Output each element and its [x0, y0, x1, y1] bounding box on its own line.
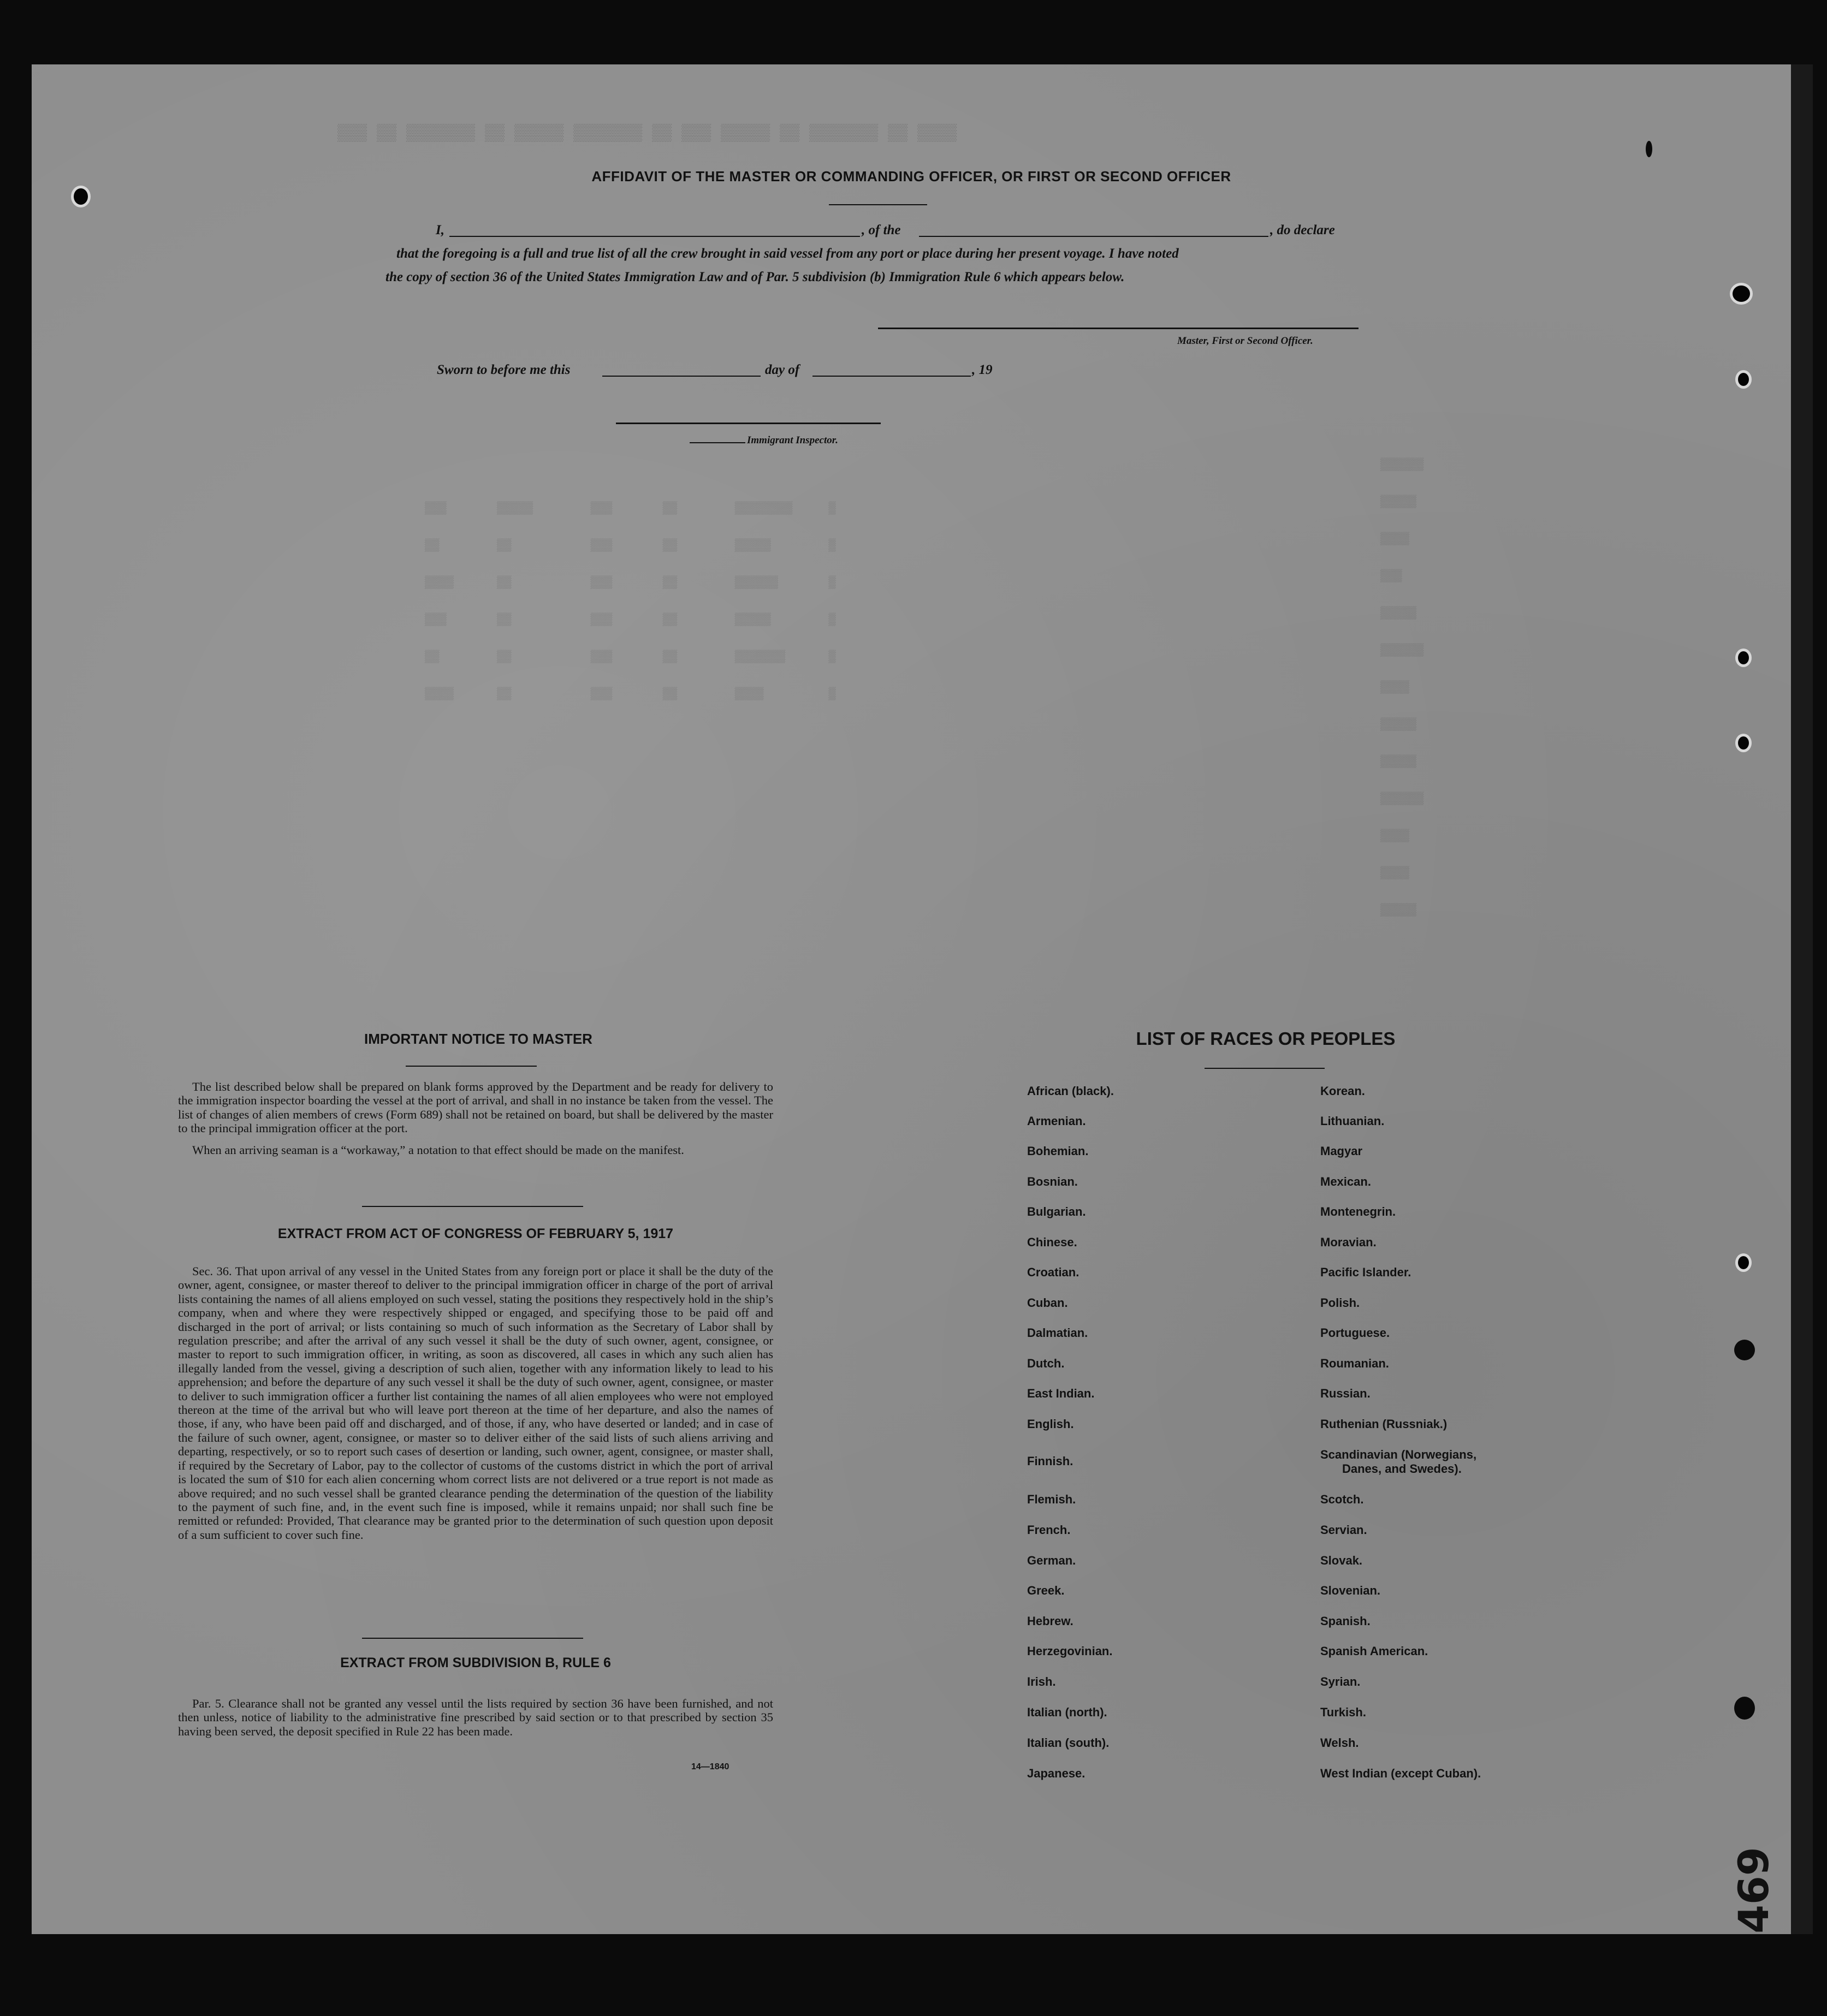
- race-item: Montenegrin.: [1320, 1205, 1396, 1218]
- binder-hole: [1735, 1253, 1752, 1272]
- race-item: Croatian.: [1027, 1265, 1079, 1279]
- race-item: East Indian.: [1027, 1387, 1095, 1400]
- race-item-continued: Danes, and Swedes).: [1342, 1462, 1462, 1476]
- race-item: Hebrew.: [1027, 1614, 1073, 1628]
- race-item: Dutch.: [1027, 1357, 1065, 1370]
- race-item: German.: [1027, 1554, 1076, 1567]
- race-item: Lithuanian.: [1320, 1114, 1385, 1128]
- day-blank-line: [602, 376, 761, 377]
- month-blank-line: [812, 376, 971, 377]
- race-item: Scotch.: [1320, 1492, 1364, 1506]
- affidavit-title: AFFIDAVIT OF THE MASTER OR COMMANDING OFFICER, OR FIRST OR SECOND OFFICER: [591, 168, 1231, 185]
- title-divider: [829, 204, 927, 205]
- extract1-title: EXTRACT FROM ACT OF CONGRESS OF FEBRUARY 5, 1917: [277, 1226, 674, 1241]
- extract2-title: EXTRACT FROM SUBDIVISION B, RULE 6: [340, 1655, 611, 1670]
- bleed-through-text: ▒▒▒ ▒▒ ▒▒▒▒▒▒▒ ▒▒ ▒▒▒▒▒ ▒▒▒▒▒▒▒ ▒▒ ▒▒▒ ▒▒▒▒▒ ▒▒ ▒▒▒▒▒▒▒ ▒▒ ▒▒▒▒: [337, 124, 957, 143]
- declaration-i: I,: [436, 223, 444, 237]
- race-item: Cuban.: [1027, 1296, 1068, 1310]
- race-item: Russian.: [1320, 1387, 1371, 1400]
- race-item: Ruthenian (Russniak.): [1320, 1417, 1448, 1431]
- extract2-body: Par. 5. Clearance shall not be granted any vessel until the lists required by section 36 have been furnished, and not then unless, notice of liability to the administrative fine prescribed by said section or to that prescribed by section 35 having been served, the deposit specified in Rule 22 has been made.: [178, 1697, 773, 1738]
- extract1-body: Sec. 36. That upon arrival of any vessel in the United States from any foreign port or place it shall be the duty of the owner, agent, consignee, or master thereof to deliver to the principal immigration officer in charge of the port of arrival lists containing the names of all aliens employed on such vessel, stating the positions they respectively hold in the ship’s company, when and where they were respectively shipped or engaged, and specifying those to be paid off and discharged in the port of arrival; or lists containing so much of such information as the Secretary of Labor shall by regulation prescribe; and after the arrival of any such vessel it shall be the duty of such owner, agent, consignee, or master to report to such immigration officer, in writing, as soon as discovered, all cases in which any such alien has illegally landed from the vessel, giving a description of such alien, together with any information likely to lead to his apprehension; and before the departure of any such vessel it shall be the duty of such owner, agent, consignee, or master to deliver to such immigration officer a further list containing the names of all alien employees who were not employed thereon at the time of the arrival but who will leave port thereon at the time of her departure, and also the names of those, if any, who have been paid off and discharged, and of those, if any, who have deserted or landed; and in case of the failure of such owner, agent, consignee, or master so to deliver either of the said lists of such aliens arriving and departing, respectively, or so to report such cases of desertion or landing, such owner, agent, consignee, or master shall, if required by the Secretary of Labor, pay to the collector of customs of the customs district in which the port of arrival is located the sum of $10 for each alien concerning whom correct lists are not delivered or a true report is not made as above required; and no such vessel shall be granted clearance pending the determination of the question of the liability to the payment of such fine, and, in the event such fine is imposed, while it remains unpaid; nor shall such fine be remitted or refunded: Provided, That clearance may be granted prior to the determination of such question upon deposit of a sum sufficient to cover such fine.: [178, 1264, 773, 1542]
- race-item: Welsh.: [1320, 1736, 1359, 1750]
- race-item: African (black).: [1027, 1084, 1114, 1098]
- race-item: Armenian.: [1027, 1114, 1086, 1128]
- race-item: Flemish.: [1027, 1492, 1076, 1506]
- notice-body: [178, 1080, 773, 1157]
- race-item: Pacific Islander.: [1320, 1265, 1411, 1279]
- race-item: Bulgarian.: [1027, 1205, 1086, 1218]
- document-page: [32, 64, 1791, 1934]
- race-item: Korean.: [1320, 1084, 1365, 1098]
- binder-hole: [1735, 734, 1752, 752]
- race-item: Irish.: [1027, 1675, 1056, 1688]
- declaration-of-the: , of the: [862, 223, 901, 237]
- binder-hole: [1734, 1340, 1755, 1360]
- races-title: LIST OF RACES OR PEOPLES: [1136, 1028, 1396, 1049]
- race-item: Slovenian.: [1320, 1584, 1381, 1597]
- race-item: English.: [1027, 1417, 1074, 1431]
- race-item: French.: [1027, 1523, 1071, 1537]
- notice-paragraph-1: The list described below shall be prepared on blank forms approved by the Department and be ready for delivery to the immigration inspector boarding the vessel at the port of arrival, and shall in no instance be taken from the vessel. The list of changes of alien members of crews (Form 689) shall not be retained on board, but shall be delivered by the master to the principal immigration officer at the port.: [178, 1080, 773, 1135]
- binder-mark: [1646, 141, 1652, 157]
- race-item: Slovak.: [1320, 1554, 1363, 1567]
- page-edge: [1791, 64, 1813, 1934]
- signature-line: [878, 328, 1359, 329]
- race-item: Roumanian.: [1320, 1357, 1389, 1370]
- race-item: Italian (north).: [1027, 1705, 1107, 1719]
- race-item: Turkish.: [1320, 1705, 1366, 1719]
- declaration-line-3: the copy of section 36 of the United States Immigration Law and of Par. 5 subdivision (b) Immigration Rule 6 which appears below.: [385, 270, 1125, 284]
- form-number: 14—1840: [691, 1762, 729, 1771]
- races-divider: [1205, 1068, 1325, 1069]
- race-item: Herzegovinian.: [1027, 1644, 1113, 1658]
- extract1-divider: [362, 1206, 583, 1207]
- binder-hole: [71, 186, 91, 207]
- race-item: Greek.: [1027, 1584, 1065, 1597]
- race-item: West Indian (except Cuban).: [1320, 1767, 1481, 1780]
- extract2-body-container: [178, 1697, 773, 1738]
- sworn-before-me: Sworn to before me this: [437, 362, 571, 377]
- inspector-signature-line: [616, 423, 881, 424]
- page-number-stamp: 469: [1729, 1847, 1778, 1934]
- race-item: Dalmatian.: [1027, 1326, 1088, 1340]
- signature-label: Master, First or Second Officer.: [1177, 335, 1313, 347]
- declaration-do-declare: , do declare: [1270, 223, 1335, 237]
- race-item: Magyar: [1320, 1144, 1363, 1158]
- notice-divider: [406, 1066, 537, 1067]
- race-item: Finnish.: [1027, 1454, 1073, 1468]
- race-item: Scandinavian (Norwegians,: [1320, 1448, 1477, 1461]
- race-item: Mexican.: [1320, 1175, 1371, 1188]
- race-item: Syrian.: [1320, 1675, 1361, 1688]
- binder-hole: [1735, 649, 1752, 667]
- inspector-label: Immigrant Inspector.: [747, 435, 838, 446]
- binder-hole: [1735, 370, 1752, 389]
- race-item: Spanish American.: [1320, 1644, 1428, 1658]
- race-item: Portuguese.: [1320, 1326, 1390, 1340]
- notice-title: IMPORTANT NOTICE TO MASTER: [364, 1031, 592, 1047]
- bleed-through-column: ▒▒▒▒▒▒ ▒▒▒▒▒ ▒▒▒▒ ▒▒▒ ▒▒▒▒▒ ▒▒▒▒▒▒ ▒▒▒▒ ▒▒▒▒▒ ▒▒▒▒▒ ▒▒▒▒▒▒ ▒▒▒▒ ▒▒▒▒ ▒▒▒▒▒: [1380, 458, 1424, 917]
- declaration-line-2: that the foregoing is a full and true list of all the crew brought in said vessel from any port or place during her present voyage. I have noted: [396, 246, 1179, 261]
- vessel-blank-line: [919, 236, 1268, 237]
- name-blank-line: [449, 236, 860, 237]
- race-item: Servian.: [1320, 1523, 1367, 1537]
- race-item: Bosnian.: [1027, 1175, 1078, 1188]
- race-item: Bohemian.: [1027, 1144, 1089, 1158]
- race-item: Moravian.: [1320, 1235, 1377, 1249]
- bleed-through-table: ▒▒▒ ▒▒▒▒▒ ▒▒▒ ▒▒ ▒▒▒▒▒▒▒▒ ▒ ▒▒ ▒▒ ▒▒▒ ▒▒ ▒▒▒▒▒ ▒ ▒▒▒▒ ▒▒ ▒▒▒ ▒▒ ▒▒▒▒▒▒ ▒ ▒▒▒ ▒▒ ▒▒▒ ▒▒ ▒▒▒▒▒ ▒ ▒▒ ▒▒ ▒▒▒ ▒▒ ▒▒▒▒▒▒▒ ▒ ▒▒▒▒ ▒▒ ▒▒▒ ▒▒ ▒▒▒▒ ▒: [425, 502, 836, 701]
- race-item: Chinese.: [1027, 1235, 1077, 1249]
- inspector-label-lead: [690, 442, 745, 443]
- notice-paragraph-2: When an arriving seaman is a “workaway,” a notation to that effect should be made on the manifest.: [192, 1143, 684, 1157]
- extract1-body-container: [178, 1264, 773, 1542]
- race-item: Italian (south).: [1027, 1736, 1110, 1750]
- binder-hole: [1734, 1697, 1755, 1720]
- sworn-day-of: day of: [765, 362, 800, 377]
- race-item: Polish.: [1320, 1296, 1360, 1310]
- sworn-year: , 19: [972, 362, 993, 377]
- race-item: Japanese.: [1027, 1767, 1085, 1780]
- binder-hole: [1730, 283, 1753, 305]
- race-item: Spanish.: [1320, 1614, 1371, 1628]
- extract2-divider: [362, 1638, 583, 1639]
